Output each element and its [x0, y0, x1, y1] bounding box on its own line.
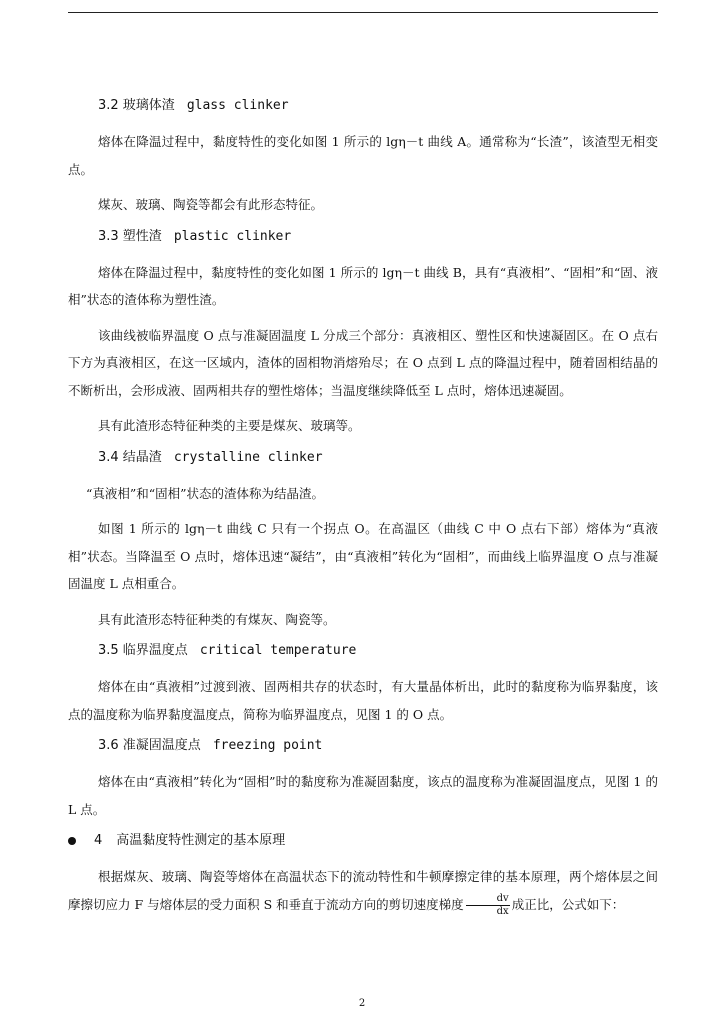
header-rule: [68, 12, 658, 13]
paragraph: 具有此渣形态特征种类的有煤灰、陶瓷等。: [98, 611, 336, 627]
heading-term: critical temperature: [199, 643, 357, 658]
paragraph-text: 根据煤灰、玻璃、陶瓷等熔体在高温状态下的流动特性和牛顿摩擦定律的基本原理，两个熔体层之间摩擦切应力 F 与熔体层的受力面积 S 和垂直于流动方向的剪切速度梯度: [68, 869, 658, 912]
paragraph: 熔体在由“真液相”转化为“固相”时的黏度称为准凝固黏度，该点的温度称为准凝固温度点，见图 1 的 L 点。: [68, 774, 658, 817]
heading-title: 3.4 结晶渣: [98, 449, 162, 465]
paragraph: 熔体在降温过程中，黏度特性的变化如图 1 所示的 lgη－t 曲线 B，具有“真液相”、“固相”和“固、液相”状态的渣体称为塑性渣。: [68, 264, 658, 307]
heading-title: 3.5 临界温度点: [98, 643, 188, 658]
paragraph: 煤灰、玻璃、陶瓷等都会有此形态特征。: [98, 197, 324, 212]
section-heading-3-5: [98, 641, 658, 661]
page-number: 2: [358, 998, 366, 1009]
paragraph: 如图 1 所示的 lgη－t 曲线 C 只有一个拐点 O。在高温区（曲线 C 中 O 点右下部）熔体为“真液相”状态。当降温至 O 点时，熔体迅速“凝结”，由“真液相”转化为“固相”，而曲线上临界温度 O 点与准凝固温度 L 点相重合。: [68, 521, 658, 591]
fraction-denominator: dx: [496, 905, 509, 917]
paragraph: 该曲线被临界温度 O 点与准凝固温度 L 分成三个部分：真液相区、塑性区和快速凝固区。在 O 点右下方为真液相区，在这一区域内，渣体的固相物消熔殆尽；在 O 点到 L 点的降温过程中，随着固相结晶的不断析出，会形成液、固两相共存的塑性熔体；当温度继续降低至 L 点时，熔体迅速凝固。: [68, 327, 658, 398]
heading-term: freezing point: [212, 738, 323, 753]
paragraph: 熔体在降温过程中，黏度特性的变化如图 1 所示的 lgη－t 曲线 A。通常称为“长渣”，该渣型无相变点。: [68, 134, 658, 177]
section-heading-3-3: [98, 227, 658, 247]
paragraph-text: 成正比，公式如下：: [511, 896, 625, 912]
bullet-icon: [68, 837, 76, 845]
heading-term: glass clinker: [186, 98, 289, 113]
document-body: [68, 96, 658, 926]
fraction-numerator: dv: [466, 893, 510, 906]
paragraph: “真液相”和“固相”状态的渣体称为结晶渣。: [86, 485, 325, 501]
section-heading-3-2: [98, 96, 658, 116]
gradient-fraction: [466, 893, 510, 918]
heading-number: 4: [94, 833, 103, 848]
paragraph: [68, 863, 658, 918]
heading-title: 3.2 玻璃体渣: [98, 98, 175, 113]
heading-term: crystalline clinker: [173, 449, 323, 465]
paragraph: 具有此渣形态特征种类的主要是煤灰、玻璃等。: [98, 418, 361, 433]
heading-title: 3.3 塑性渣: [98, 228, 162, 244]
paragraph: 熔体在由“真液相”过渡到液、固两相共存的状态时，有大量晶体析出，此时的黏度称为临界黏度，该点的温度称为临界黏度温度点，简称为临界温度点，见图 1 的 O 点。: [68, 679, 658, 722]
section-heading-3-4: [98, 448, 658, 468]
section-heading-4: [68, 831, 658, 851]
heading-title: 高温黏度特性测定的基本原理: [116, 833, 286, 848]
heading-title: 3.6 准凝固温度点: [98, 738, 201, 753]
section-heading-3-6: [98, 736, 658, 756]
heading-term: plastic clinker: [173, 228, 292, 244]
